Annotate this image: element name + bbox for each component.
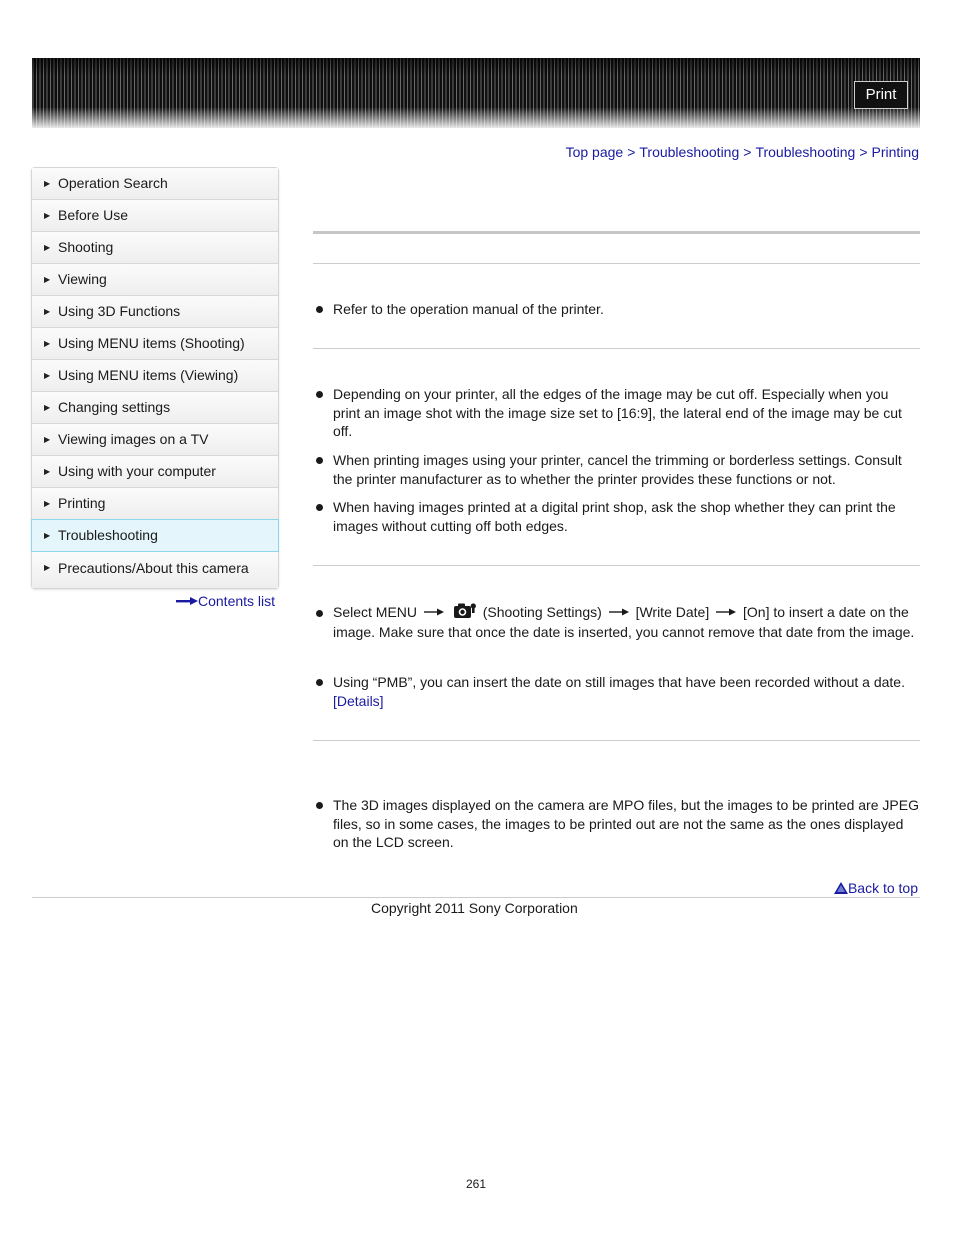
arrow-right-icon: ▶ xyxy=(44,403,51,412)
contents-list-link[interactable] xyxy=(176,593,275,609)
breadcrumb-top-page[interactable]: Top page xyxy=(565,144,624,160)
breadcrumb-troubleshooting[interactable]: Troubleshooting xyxy=(639,144,740,160)
list-item xyxy=(333,385,919,441)
sidebar-item-label: Changing settings xyxy=(58,399,171,415)
sidebar-item-troubleshooting[interactable] xyxy=(31,519,279,552)
sidebar-item-label: Viewing xyxy=(58,271,107,287)
arrow-right-icon: ▶ xyxy=(44,467,51,476)
bullet-icon xyxy=(316,802,323,809)
sidebar-item-3d-functions[interactable] xyxy=(32,296,278,328)
paragraph-text: Refer to the operation manual of the printer. xyxy=(333,301,604,317)
sidebar-item-label: Before Use xyxy=(58,207,129,223)
breadcrumb-separator: > xyxy=(627,144,636,160)
contents-list-label: Contents list xyxy=(198,593,276,609)
details-link[interactable]: [Details] xyxy=(333,692,384,709)
sidebar-item-before-use[interactable] xyxy=(32,200,278,232)
section-divider xyxy=(313,231,920,234)
sidebar-item-printing[interactable] xyxy=(32,488,278,520)
sidebar-item-viewing-tv[interactable] xyxy=(32,424,278,456)
paragraph-text: When having images printed at a digital print shop, ask the shop whether they can print the images without cutting off both edges. xyxy=(333,499,896,534)
bullet-icon xyxy=(316,610,323,617)
section-divider xyxy=(313,263,920,264)
sidebar-item-label: Operation Search xyxy=(58,175,168,191)
list-item xyxy=(333,602,919,642)
sidebar-item-precautions[interactable] xyxy=(32,552,278,588)
paragraph-text: (Shooting Settings) xyxy=(482,604,602,620)
sidebar-item-label: Troubleshooting xyxy=(58,527,158,543)
bullet-icon xyxy=(316,679,323,686)
arrow-right-icon: ▶ xyxy=(44,275,51,284)
sidebar-nav xyxy=(31,167,279,589)
arrow-right-icon: ▶ xyxy=(44,179,51,188)
paragraph-text: When printing images using your printer, cancel the trimming or borderless settings. Consult the printer manufacturer as to whether the printer provides these functions or not. xyxy=(333,452,902,487)
bullet-icon xyxy=(316,504,323,511)
sidebar-item-label: Using 3D Functions xyxy=(58,303,181,319)
back-to-top-link[interactable] xyxy=(834,880,918,896)
contents-list-arrow-icon xyxy=(176,597,198,605)
copyright-text: Copyright 2011 Sony Corporation xyxy=(371,900,578,916)
page-number: 261 xyxy=(466,1177,487,1191)
arrow-right-icon: ▶ xyxy=(44,499,51,508)
sidebar-item-label: Printing xyxy=(58,495,106,511)
arrow-right-icon xyxy=(609,608,629,616)
sidebar-item-label: Shooting xyxy=(58,239,114,255)
sidebar-item-label: Viewing images on a TV xyxy=(58,431,209,447)
arrow-right-icon xyxy=(424,608,444,616)
sidebar-item-label: Using MENU items (Shooting) xyxy=(58,335,245,351)
breadcrumb xyxy=(566,144,919,160)
bullet-icon xyxy=(316,306,323,313)
paragraph-text: [On] to insert a date on the image. Make sure that once the date is inserted, you cannot remove that date from the image. xyxy=(333,604,915,640)
print-button[interactable]: Print xyxy=(854,81,908,109)
paragraph-text: [Write Date] xyxy=(635,604,710,620)
paragraph-text: Depending on your printer, all the edges of the image may be cut off. Especially when you print an image shot with the image size set to [16:9], the lateral end of the image may be cut off. xyxy=(333,386,902,440)
list-item xyxy=(333,673,919,710)
paragraph-text: The 3D images displayed on the camera are MPO files, but the images to be printed are JPEG files, so in some cases, the images to be printed out are not the same as the ones displayed on the LCD screen. xyxy=(333,797,919,851)
sidebar-item-menu-viewing[interactable] xyxy=(32,360,278,392)
arrow-right-icon: ▶ xyxy=(44,211,51,220)
sidebar-item-computer[interactable] xyxy=(32,456,278,488)
header-banner xyxy=(32,58,920,128)
bullet-icon xyxy=(316,457,323,464)
list-item xyxy=(333,796,919,852)
sidebar-item-changing-settings[interactable] xyxy=(32,392,278,424)
arrow-right-icon: ▶ xyxy=(44,563,51,572)
breadcrumb-troubleshooting-sub[interactable]: Troubleshooting xyxy=(755,144,856,160)
arrow-right-icon: ▶ xyxy=(44,531,51,540)
sidebar-item-operation-search[interactable] xyxy=(32,168,278,200)
breadcrumb-separator: > xyxy=(743,144,752,160)
sidebar-item-label: Using MENU items (Viewing) xyxy=(58,367,239,383)
arrow-right-icon: ▶ xyxy=(44,371,51,380)
sidebar-item-viewing[interactable] xyxy=(32,264,278,296)
section-divider xyxy=(313,348,920,349)
list-item xyxy=(333,300,919,319)
section-divider xyxy=(313,740,920,741)
breadcrumb-printing[interactable]: Printing xyxy=(871,144,919,160)
back-to-top-label: Back to top xyxy=(847,880,918,896)
breadcrumb-separator: > xyxy=(859,144,868,160)
arrow-right-icon xyxy=(716,608,736,616)
arrow-right-icon: ▶ xyxy=(44,339,51,348)
paragraph-text: Using “PMB”, you can insert the date on still images that have been recorded without a date. xyxy=(333,674,905,690)
section-divider xyxy=(313,565,920,566)
sidebar-item-label: Using with your computer xyxy=(58,463,216,479)
camera-settings-icon xyxy=(453,602,477,620)
arrow-right-icon: ▶ xyxy=(44,243,51,252)
arrow-right-icon: ▶ xyxy=(44,307,51,316)
back-to-top-icon xyxy=(834,882,848,894)
list-item xyxy=(333,498,919,535)
sidebar-item-shooting[interactable] xyxy=(32,232,278,264)
sidebar-item-menu-shooting[interactable] xyxy=(32,328,278,360)
paragraph-text: Select MENU xyxy=(333,604,418,620)
sidebar-item-label: Precautions/About this camera xyxy=(58,560,249,576)
bullet-icon xyxy=(316,391,323,398)
list-item xyxy=(333,451,919,488)
arrow-right-icon: ▶ xyxy=(44,435,51,444)
footer-divider xyxy=(32,897,920,898)
